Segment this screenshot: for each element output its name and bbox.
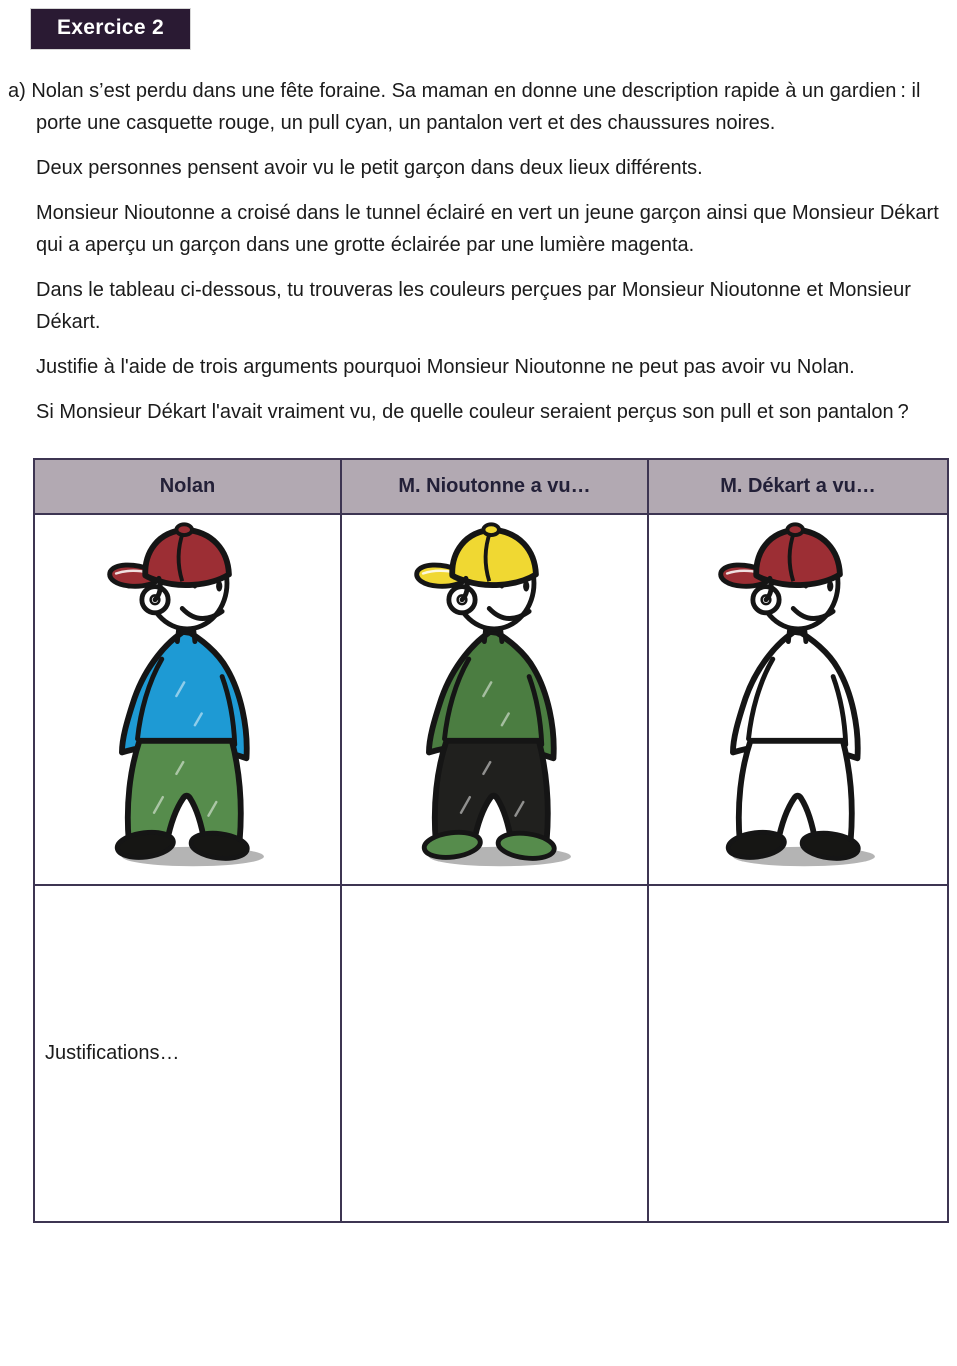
pants-shape xyxy=(739,741,852,843)
justifications-row xyxy=(34,885,948,1222)
figures-row xyxy=(34,514,948,885)
justifications-label: Justifications… xyxy=(45,1042,180,1064)
cartoon-boy-drawing xyxy=(391,519,597,875)
column-header-dekart: M. Dékart a vu… xyxy=(648,459,948,514)
boy-figure-nolan xyxy=(84,519,290,875)
paragraph-locations: Monsieur Nioutonne a croisé dans le tunnel éclairé en vert un jeune garçon ainsi que Monsieur Dékart qui a aperçu un garçon dans une grotte éclairée par une lumière magenta. xyxy=(36,202,939,256)
paragraph-table-intro: Dans le tableau ci-dessous, tu trouveras les couleurs perçues par Monsieur Nioutonne et Monsieur Dékart. xyxy=(36,279,911,333)
figure-cell-nioutonne xyxy=(341,514,648,885)
pants-shape xyxy=(435,741,548,843)
justifications-cell xyxy=(34,885,341,1222)
cartoon-boy-drawing xyxy=(695,519,901,875)
paragraph-question-dekart: Si Monsieur Dékart l'avait vraiment vu, de quelle couleur seraient perçus son pull et son pantalon ? xyxy=(36,401,909,423)
answer-cell-nioutonne xyxy=(341,885,648,1222)
paragraph-two-people: Deux personnes pensent avoir vu le petit garçon dans deux lieux différents. xyxy=(36,157,703,179)
answer-cell-dekart xyxy=(648,885,948,1222)
boy-figure-dekart xyxy=(695,519,901,875)
boy-figure-nioutonne xyxy=(391,519,597,875)
cap-button xyxy=(177,524,193,535)
column-header-nioutonne: M. Nioutonne a vu… xyxy=(341,459,648,514)
cap-button xyxy=(787,524,803,535)
perceived-colors-table xyxy=(33,458,949,1223)
paragraph-question-justify: Justifie à l'aide de trois arguments pourquoi Monsieur Nioutonne ne peut pas avoir vu Nolan. xyxy=(36,356,855,378)
paragraph-text: Nolan s’est perdu dans une fête foraine. Sa maman en donne une description rapide à un gardien : il porte une casquette rouge, un pull cyan, un pantalon vert et des chaussures noires. xyxy=(31,80,921,134)
column-header-nolan: Nolan xyxy=(34,459,341,514)
paragraph-description xyxy=(8,75,945,139)
item-marker: a) xyxy=(8,80,26,102)
cartoon-boy-drawing xyxy=(84,519,290,875)
exercise-statement xyxy=(8,75,945,428)
cap-button xyxy=(484,524,500,535)
table-header-row xyxy=(34,459,948,514)
exercise-banner: Exercice 2 xyxy=(30,8,191,50)
pants-shape xyxy=(128,741,241,843)
figure-cell-nolan xyxy=(34,514,341,885)
figure-cell-dekart xyxy=(648,514,948,885)
